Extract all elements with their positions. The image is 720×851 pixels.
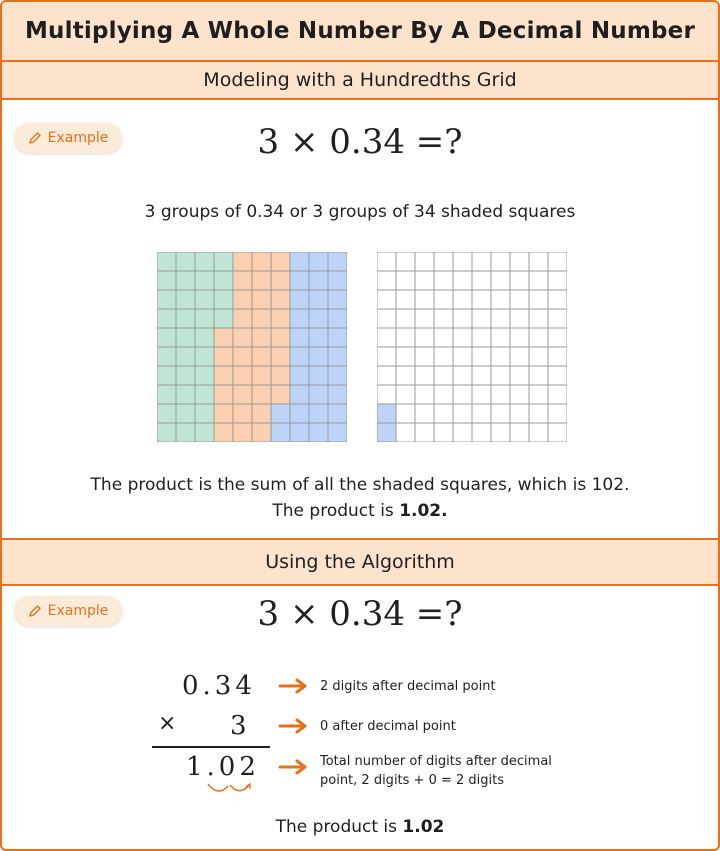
shaded-square <box>328 423 347 442</box>
empty-square <box>377 252 396 271</box>
shaded-square <box>290 366 309 385</box>
shaded-square <box>271 366 290 385</box>
shaded-square <box>214 423 233 442</box>
shaded-square <box>157 328 176 347</box>
note-1: 2 digits after decimal point <box>320 679 496 694</box>
empty-square <box>434 252 453 271</box>
empty-square <box>529 309 548 328</box>
empty-square <box>548 252 567 271</box>
empty-square <box>472 404 491 423</box>
shaded-square <box>233 404 252 423</box>
empty-square <box>529 404 548 423</box>
shaded-square <box>252 252 271 271</box>
empty-square <box>453 290 472 309</box>
shaded-square <box>195 328 214 347</box>
shaded-square <box>271 423 290 442</box>
shaded-square <box>195 347 214 366</box>
empty-square <box>415 347 434 366</box>
shaded-square <box>328 252 347 271</box>
shaded-square <box>195 271 214 290</box>
final-result <box>2 817 718 837</box>
shaded-square <box>309 347 328 366</box>
shaded-square <box>328 404 347 423</box>
shaded-square <box>309 423 328 442</box>
shaded-square <box>176 309 195 328</box>
section-heading-algorithm: Using the Algorithm <box>2 538 718 586</box>
empty-square <box>453 366 472 385</box>
empty-square <box>434 423 453 442</box>
shaded-square <box>290 328 309 347</box>
equation-1: 3 × 0.34 =? <box>257 122 463 162</box>
empty-square <box>453 347 472 366</box>
shaded-square <box>271 290 290 309</box>
shaded-square <box>233 347 252 366</box>
empty-square <box>491 309 510 328</box>
empty-square <box>548 347 567 366</box>
shaded-square <box>157 271 176 290</box>
shaded-square <box>290 404 309 423</box>
shaded-square <box>214 404 233 423</box>
empty-square <box>529 271 548 290</box>
final-result-value: 1.02 <box>402 817 445 837</box>
empty-square <box>415 366 434 385</box>
empty-square <box>548 271 567 290</box>
shaded-square <box>328 385 347 404</box>
empty-square <box>491 385 510 404</box>
shaded-square <box>328 328 347 347</box>
shaded-square <box>157 423 176 442</box>
shaded-square <box>214 290 233 309</box>
shaded-square <box>309 366 328 385</box>
empty-square <box>415 328 434 347</box>
shaded-square <box>157 404 176 423</box>
note-2: 0 after decimal point <box>320 719 456 734</box>
empty-square <box>377 366 396 385</box>
empty-square <box>377 290 396 309</box>
shaded-square <box>271 309 290 328</box>
empty-square <box>434 290 453 309</box>
empty-square <box>434 328 453 347</box>
shaded-square <box>195 423 214 442</box>
arrow-right-icon <box>278 758 310 776</box>
empty-square <box>377 328 396 347</box>
shaded-square <box>252 328 271 347</box>
shaded-square <box>309 328 328 347</box>
shaded-square <box>252 309 271 328</box>
empty-square <box>415 309 434 328</box>
note-3: Total number of digits after decimal point, 2 digits + 0 = 2 digits <box>320 754 552 788</box>
shaded-square <box>157 366 176 385</box>
shaded-square <box>290 252 309 271</box>
empty-square <box>415 252 434 271</box>
shaded-square <box>290 271 309 290</box>
shaded-square <box>271 252 290 271</box>
empty-square <box>529 366 548 385</box>
decimal-hop-arrows <box>202 781 262 799</box>
shaded-square <box>214 385 233 404</box>
shaded-square <box>157 252 176 271</box>
empty-square <box>510 328 529 347</box>
shaded-square <box>309 309 328 328</box>
shaded-square <box>252 404 271 423</box>
shaded-square <box>157 347 176 366</box>
empty-square <box>377 385 396 404</box>
empty-square <box>548 290 567 309</box>
shaded-square <box>233 309 252 328</box>
empty-square <box>510 290 529 309</box>
empty-square <box>377 271 396 290</box>
shaded-square <box>157 309 176 328</box>
shaded-square <box>309 271 328 290</box>
empty-square <box>529 347 548 366</box>
empty-square <box>396 290 415 309</box>
shaded-square <box>214 347 233 366</box>
empty-square <box>434 385 453 404</box>
shaded-square <box>290 385 309 404</box>
shaded-square <box>290 347 309 366</box>
shaded-square <box>233 366 252 385</box>
shaded-square <box>328 347 347 366</box>
empty-square <box>491 347 510 366</box>
empty-square <box>548 366 567 385</box>
shaded-square <box>176 271 195 290</box>
shaded-square <box>290 423 309 442</box>
shaded-square <box>195 309 214 328</box>
empty-square <box>453 252 472 271</box>
shaded-square <box>214 271 233 290</box>
empty-square <box>548 385 567 404</box>
empty-square <box>415 385 434 404</box>
shaded-square <box>176 404 195 423</box>
page-title: Multiplying A Whole Number By A Decimal Number <box>2 2 718 62</box>
empty-square <box>548 309 567 328</box>
empty-square <box>434 347 453 366</box>
shaded-square <box>195 290 214 309</box>
empty-square <box>396 309 415 328</box>
empty-square <box>415 423 434 442</box>
empty-square <box>472 385 491 404</box>
empty-square <box>453 385 472 404</box>
empty-square <box>510 252 529 271</box>
empty-square <box>396 423 415 442</box>
shaded-square <box>195 404 214 423</box>
empty-square <box>472 309 491 328</box>
shaded-square <box>233 423 252 442</box>
shaded-square <box>309 385 328 404</box>
shaded-square <box>157 290 176 309</box>
shaded-square <box>233 290 252 309</box>
shaded-square <box>176 290 195 309</box>
shaded-square <box>309 404 328 423</box>
empty-square <box>396 385 415 404</box>
shaded-square <box>377 423 396 442</box>
shaded-square <box>233 328 252 347</box>
empty-square <box>396 271 415 290</box>
empty-square <box>472 423 491 442</box>
shaded-square <box>271 404 290 423</box>
empty-square <box>491 423 510 442</box>
empty-square <box>491 252 510 271</box>
shaded-square <box>252 290 271 309</box>
empty-square <box>510 423 529 442</box>
empty-square <box>453 309 472 328</box>
empty-square <box>434 404 453 423</box>
shaded-square <box>252 271 271 290</box>
empty-square <box>453 328 472 347</box>
empty-square <box>510 404 529 423</box>
shaded-square <box>195 385 214 404</box>
empty-square <box>453 271 472 290</box>
shaded-square <box>214 328 233 347</box>
empty-square <box>510 366 529 385</box>
shaded-square <box>214 252 233 271</box>
multiplier: 3 <box>230 711 251 741</box>
empty-square <box>415 404 434 423</box>
shaded-square <box>233 252 252 271</box>
result-line-1: The product is the sum of all the shaded squares, which is 102. <box>90 475 630 495</box>
multiply-sign: × <box>158 711 181 736</box>
note-row-1 <box>278 677 496 696</box>
empty-square <box>548 404 567 423</box>
shaded-square <box>290 309 309 328</box>
shaded-square <box>233 385 252 404</box>
empty-square <box>529 290 548 309</box>
shaded-square <box>271 328 290 347</box>
shaded-square <box>328 366 347 385</box>
empty-square <box>377 309 396 328</box>
empty-square <box>396 252 415 271</box>
shaded-square <box>328 290 347 309</box>
shaded-square <box>176 328 195 347</box>
empty-square <box>472 252 491 271</box>
empty-square <box>472 328 491 347</box>
result-line-2 <box>2 501 718 521</box>
empty-square <box>491 271 510 290</box>
empty-square <box>415 271 434 290</box>
shaded-square <box>176 423 195 442</box>
empty-square <box>529 252 548 271</box>
shaded-square <box>309 252 328 271</box>
empty-square <box>472 347 491 366</box>
shaded-square <box>176 347 195 366</box>
empty-square <box>548 423 567 442</box>
empty-square <box>377 347 396 366</box>
shaded-square <box>328 271 347 290</box>
section-heading-grid: Modeling with a Hundredths Grid <box>2 62 718 100</box>
shaded-square <box>176 385 195 404</box>
shaded-square <box>252 366 271 385</box>
shaded-square <box>271 347 290 366</box>
grid-caption: 3 groups of 0.34 or 3 groups of 34 shaded squares <box>144 202 576 222</box>
empty-square <box>396 404 415 423</box>
empty-square <box>491 404 510 423</box>
shaded-square <box>214 366 233 385</box>
shaded-square <box>328 309 347 328</box>
empty-square <box>472 290 491 309</box>
result-line-2-prefix: The product is <box>272 501 400 521</box>
empty-square <box>415 290 434 309</box>
empty-square <box>491 290 510 309</box>
shaded-square <box>214 309 233 328</box>
empty-square <box>396 347 415 366</box>
shaded-square <box>176 366 195 385</box>
product: 1.02 <box>186 752 260 782</box>
shaded-square <box>233 271 252 290</box>
empty-square <box>529 423 548 442</box>
empty-square <box>491 328 510 347</box>
equation-2: 3 × 0.34 =? <box>257 594 463 634</box>
shaded-square <box>252 347 271 366</box>
shaded-square <box>271 271 290 290</box>
multiplicand: 0.34 <box>182 671 256 701</box>
shaded-square <box>195 252 214 271</box>
note-row-3 <box>278 752 578 790</box>
hundredths-grid-1 <box>157 252 347 442</box>
empty-square <box>510 385 529 404</box>
empty-square <box>472 366 491 385</box>
shaded-square <box>309 290 328 309</box>
sum-line <box>152 746 270 748</box>
example-badge-label: Example <box>47 130 109 146</box>
empty-square <box>453 404 472 423</box>
empty-square <box>434 366 453 385</box>
empty-square <box>510 347 529 366</box>
empty-square <box>548 328 567 347</box>
hundredths-grid-2 <box>377 252 567 442</box>
empty-square <box>529 328 548 347</box>
shaded-square <box>290 290 309 309</box>
result-line-2-value: 1.02. <box>399 501 448 521</box>
arrow-right-icon <box>278 677 310 695</box>
arrow-right-icon <box>278 717 310 735</box>
empty-square <box>396 328 415 347</box>
shaded-square <box>157 385 176 404</box>
final-result-prefix: The product is <box>275 817 403 837</box>
note-row-2 <box>278 717 456 736</box>
empty-square <box>453 423 472 442</box>
empty-square <box>434 271 453 290</box>
empty-square <box>510 271 529 290</box>
shaded-square <box>176 252 195 271</box>
shaded-square <box>195 366 214 385</box>
empty-square <box>529 385 548 404</box>
shaded-square <box>271 385 290 404</box>
shaded-square <box>252 423 271 442</box>
empty-square <box>491 366 510 385</box>
empty-square <box>472 271 491 290</box>
empty-square <box>396 366 415 385</box>
empty-square <box>434 309 453 328</box>
empty-square <box>510 309 529 328</box>
example-badge-label: Example <box>47 603 109 619</box>
shaded-square <box>377 404 396 423</box>
shaded-square <box>252 385 271 404</box>
